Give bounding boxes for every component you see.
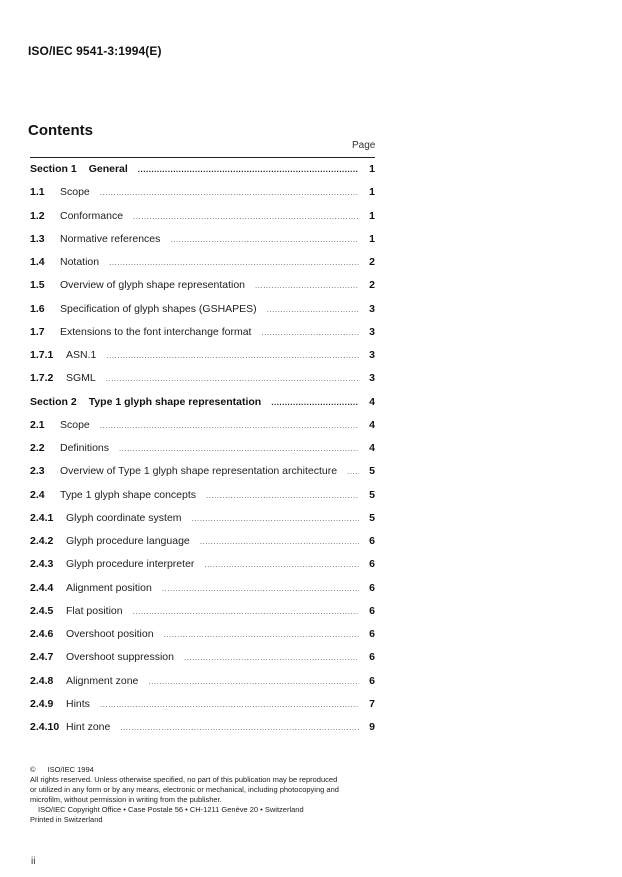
toc-number: 1.7.1: [30, 349, 54, 361]
toc-leader-dots: [267, 305, 359, 314]
toc-number: 1.1: [30, 186, 45, 199]
toc-title: Overview of Type 1 glyph shape representation architecture: [60, 465, 338, 478]
toc-page-number: 4: [369, 395, 375, 408]
copyright-text-line: All rights reserved. Unless otherwise specified, no part of this publication may be reproduced: [30, 775, 338, 784]
toc-number: 1.2: [30, 209, 45, 222]
toc-page-number: 6: [369, 651, 375, 664]
toc-title: Flat position: [66, 604, 123, 617]
toc-title: Extensions to the font interchange format: [60, 325, 252, 338]
toc-page-number: 1: [369, 186, 375, 199]
toc-entry-row: [30, 605, 375, 621]
toc-number: 1.6: [30, 302, 45, 315]
toc-leader-dots: [204, 560, 359, 569]
toc-number: 2.2: [30, 442, 45, 454]
toc-leader-dots: [184, 653, 359, 662]
toc-number: 2.4.10: [30, 721, 60, 733]
toc-entry-row: [30, 442, 375, 458]
toc-page-number: 2: [369, 279, 375, 292]
toc-title: Glyph procedure language: [66, 535, 190, 547]
toc-number: 2.4.1: [30, 511, 54, 524]
copyright-text-line: microfilm, without permission in writing from the publisher.: [30, 795, 222, 804]
toc-page-number: 5: [369, 465, 375, 478]
toc-number: 2.4.9: [30, 697, 54, 710]
toc-page-number: 3: [369, 349, 375, 361]
toc-title: Scope: [60, 186, 90, 199]
toc-entry-row: [30, 512, 375, 528]
copyright-symbol: ©: [30, 765, 36, 774]
toc-page-number: 6: [369, 628, 375, 640]
toc-entry-row: [30, 465, 375, 481]
toc-title: SGML: [66, 372, 96, 385]
toc-title: Overshoot suppression: [66, 651, 174, 664]
toc-title: Alignment position: [66, 581, 152, 594]
toc-leader-dots: [138, 165, 359, 174]
toc-leader-dots: [100, 700, 359, 709]
toc-title: ASN.1: [66, 349, 97, 361]
toc-entry-row: [30, 489, 375, 505]
toc-entry-row: [30, 628, 375, 644]
toc-leader-dots: [133, 607, 359, 616]
toc-entry-row: [30, 279, 375, 295]
toc-page-number: 6: [369, 581, 375, 594]
toc-number: 1.3: [30, 232, 45, 245]
toc-title: Glyph coordinate system: [66, 511, 182, 524]
copyright-office: ISO/IEC Copyright Office • Case Postale 56 • CH-1211 Genève 20 • Switzerland: [38, 805, 304, 814]
toc-title: Glyph procedure interpreter: [66, 558, 195, 571]
toc-page-number: 3: [369, 325, 375, 338]
page-number: ii: [31, 856, 36, 867]
table-of-contents: [30, 157, 375, 733]
toc-page-number: 1: [369, 232, 375, 245]
toc-number: 2.1: [30, 418, 45, 431]
toc-title: Overshoot position: [66, 628, 154, 640]
toc-page-number: 5: [369, 511, 375, 524]
toc-entry-row: [30, 582, 375, 598]
toc-leader-dots: [106, 374, 359, 383]
toc-leader-dots: [170, 235, 359, 244]
toc-leader-dots: [164, 630, 359, 639]
toc-page-number: 6: [369, 558, 375, 571]
toc-number: Section 2: [30, 395, 77, 408]
copyright-year: ISO/IEC 1994: [47, 765, 94, 774]
toc-title: Normative references: [60, 232, 161, 245]
toc-title: Hint zone: [66, 721, 111, 733]
toc-page-number: 1: [369, 209, 375, 222]
toc-title: Type 1 glyph shape representation: [88, 395, 262, 408]
toc-title: Specification of glyph shapes (GSHAPES): [60, 302, 257, 315]
toc-number: 2.4: [30, 488, 45, 501]
toc-title: Notation: [60, 256, 100, 268]
printed-in: Printed in Switzerland: [30, 815, 103, 824]
toc-leader-dots: [261, 328, 359, 337]
toc-entry-row: [30, 721, 375, 737]
toc-entry-row: [30, 372, 375, 388]
toc-title: Scope: [60, 418, 90, 431]
toc-entry-row: [30, 210, 375, 226]
toc-number: 2.4.4: [30, 581, 54, 594]
copyright-notice: [30, 765, 380, 825]
toc-title: Definitions: [60, 442, 110, 454]
toc-entry-row: [30, 675, 375, 691]
toc-page-number: 3: [369, 372, 375, 385]
toc-page-number: 3: [369, 302, 375, 315]
toc-entry-row: [30, 419, 375, 435]
toc-number: 1.7: [30, 325, 45, 338]
document-header: ISO/IEC 9541-3:1994(E): [28, 44, 162, 58]
toc-page-number: 4: [369, 418, 375, 431]
toc-leader-dots: [206, 491, 359, 500]
toc-leader-dots: [106, 351, 359, 360]
toc-title: Hints: [66, 697, 90, 710]
toc-page-number: 2: [369, 256, 375, 268]
toc-page-number: 5: [369, 488, 375, 501]
toc-entry-row: [30, 233, 375, 249]
toc-title: General: [88, 163, 128, 175]
toc-page-number: 6: [369, 604, 375, 617]
toc-entry-row: [30, 558, 375, 574]
toc-number: 1.7.2: [30, 372, 54, 385]
toc-page-number: 6: [369, 535, 375, 547]
toc-number: 1.5: [30, 279, 45, 292]
toc-number: Section 1: [30, 163, 77, 175]
toc-leader-dots: [255, 281, 359, 290]
page-title: Contents: [28, 122, 93, 139]
toc-entry-row: [30, 651, 375, 667]
page-column-label: Page: [352, 140, 376, 151]
toc-leader-dots: [120, 723, 359, 732]
toc-leader-dots: [148, 677, 359, 686]
toc-number: 1.4: [30, 256, 45, 268]
toc-section-row: [30, 396, 375, 412]
toc-page-number: 6: [369, 674, 375, 687]
copyright-line: [30, 765, 380, 775]
toc-title: Conformance: [60, 209, 124, 222]
toc-page-number: 4: [369, 442, 375, 454]
toc-entry-row: [30, 303, 375, 319]
toc-entry-row: [30, 698, 375, 714]
toc-number: 2.3: [30, 465, 45, 478]
toc-number: 2.4.5: [30, 604, 54, 617]
toc-page-number: 1: [369, 163, 375, 175]
toc-leader-dots: [133, 212, 359, 221]
toc-title: Type 1 glyph shape concepts: [60, 488, 197, 501]
toc-title: Overview of glyph shape representation: [60, 279, 246, 292]
toc-leader-dots: [100, 421, 359, 430]
toc-leader-dots: [100, 188, 359, 197]
toc-section-row: [30, 163, 375, 179]
toc-entry-row: [30, 349, 375, 365]
toc-number: 2.4.3: [30, 558, 54, 571]
toc-leader-dots: [119, 444, 359, 453]
toc-entry-row: [30, 326, 375, 342]
toc-number: 2.4.2: [30, 535, 54, 547]
toc-leader-dots: [271, 398, 359, 407]
toc-entry-row: [30, 535, 375, 551]
toc-number: 2.4.8: [30, 674, 54, 687]
toc-leader-dots: [162, 584, 359, 593]
toc-entry-row: [30, 256, 375, 272]
copyright-text-line: or utilized in any form or by any means, electronic or mechanical, including photocopying and: [30, 785, 339, 794]
toc-page-number: 9: [369, 721, 375, 733]
toc-entry-row: [30, 186, 375, 202]
toc-number: 2.4.6: [30, 628, 54, 640]
toc-number: 2.4.7: [30, 651, 54, 664]
toc-leader-dots: [200, 537, 359, 546]
toc-title: Alignment zone: [66, 674, 139, 687]
toc-leader-dots: [192, 514, 359, 523]
toc-page-number: 7: [369, 697, 375, 710]
toc-leader-dots: [347, 467, 359, 476]
toc-leader-dots: [109, 258, 359, 267]
